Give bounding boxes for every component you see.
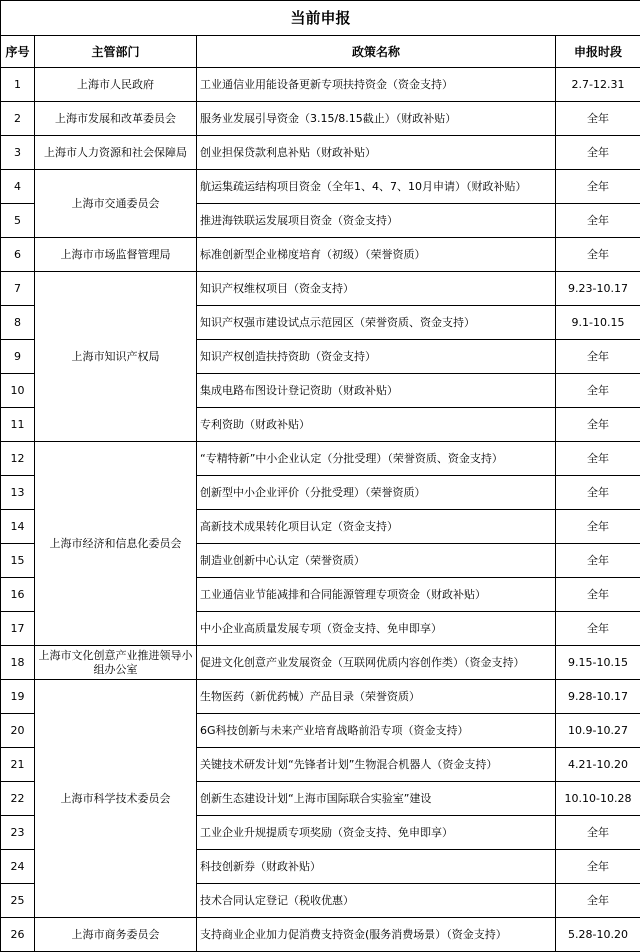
application-period: 全年: [556, 408, 640, 442]
application-period: 全年: [556, 102, 640, 136]
row-number: 10: [1, 374, 35, 408]
table-row: [1, 272, 640, 306]
table-title: 当前申报: [1, 1, 640, 36]
row-number: 17: [1, 612, 35, 646]
table-row: [1, 238, 640, 272]
header-period: 申报时段: [556, 36, 640, 68]
row-number: 1: [1, 68, 35, 102]
policy-name: 标准创新型企业梯度培育（初级）（荣誉资质）: [197, 238, 556, 272]
policy-name: 6G科技创新与未来产业培育战略前沿专项（资金支持）: [197, 714, 556, 748]
policy-name: 推进海铁联运发展项目资金（资金支持）: [197, 204, 556, 238]
table-row: [1, 136, 640, 170]
department-cell: 上海市知识产权局: [35, 272, 197, 442]
department-cell: 上海市经济和信息化委员会: [35, 442, 197, 646]
table-row: [1, 918, 640, 952]
policy-name: 促进文化创意产业发展资金（互联网优质内容创作类）（资金支持）: [197, 646, 556, 680]
row-number: 25: [1, 884, 35, 918]
policy-name: 创业担保贷款利息补贴（财政补贴）: [197, 136, 556, 170]
policy-name: 制造业创新中心认定（荣誉资质）: [197, 544, 556, 578]
policy-name: 技术合同认定登记（税收优惠）: [197, 884, 556, 918]
department-cell: 上海市交通委员会: [35, 170, 197, 238]
application-period: 全年: [556, 204, 640, 238]
application-period: 2.7-12.31: [556, 68, 640, 102]
application-period: 全年: [556, 612, 640, 646]
policy-name: 工业企业升规提质专项奖励（资金支持、免申即享）: [197, 816, 556, 850]
application-period: 全年: [556, 510, 640, 544]
application-period: 全年: [556, 340, 640, 374]
row-number: 14: [1, 510, 35, 544]
policy-name: 高新技术成果转化项目认定（资金支持）: [197, 510, 556, 544]
row-number: 2: [1, 102, 35, 136]
row-number: 18: [1, 646, 35, 680]
application-period: 4.21-10.20: [556, 748, 640, 782]
application-period: 全年: [556, 238, 640, 272]
policy-name: 创新生态建设计划“上海市国际联合实验室”建设: [197, 782, 556, 816]
application-period: 9.15-10.15: [556, 646, 640, 680]
row-number: 7: [1, 272, 35, 306]
row-number: 26: [1, 918, 35, 952]
department-cell: 上海市人力资源和社会保障局: [35, 136, 197, 170]
application-period: 10.10-10.28: [556, 782, 640, 816]
row-number: 3: [1, 136, 35, 170]
application-period: 全年: [556, 544, 640, 578]
application-period: 10.9-10.27: [556, 714, 640, 748]
policy-name: 中小企业高质量发展专项（资金支持、免申即享）: [197, 612, 556, 646]
table-row: [1, 680, 640, 714]
policy-name: 生物医药（新优药械）产品目录（荣誉资质）: [197, 680, 556, 714]
policy-name: 关键技术研发计划“先锋者计划”生物混合机器人（资金支持）: [197, 748, 556, 782]
table-row: [1, 442, 640, 476]
application-period: 全年: [556, 884, 640, 918]
application-period: 全年: [556, 442, 640, 476]
row-number: 13: [1, 476, 35, 510]
table-row: [1, 646, 640, 680]
department-cell: 上海市科学技术委员会: [35, 680, 197, 918]
department-cell: 上海市发展和改革委员会: [35, 102, 197, 136]
table-row: [1, 170, 640, 204]
row-number: 19: [1, 680, 35, 714]
row-number: 12: [1, 442, 35, 476]
department-cell: 上海市商务委员会: [35, 918, 197, 952]
row-number: 11: [1, 408, 35, 442]
header-policy: 政策名称: [197, 36, 556, 68]
row-number: 23: [1, 816, 35, 850]
application-period: 全年: [556, 578, 640, 612]
table-row: [1, 102, 640, 136]
row-number: 9: [1, 340, 35, 374]
policy-name: 航运集疏运结构项目资金（全年1、4、7、10月申请）（财政补贴）: [197, 170, 556, 204]
table-row: [1, 68, 640, 102]
policy-name: 服务业发展引导资金（3.15/8.15截止）（财政补贴）: [197, 102, 556, 136]
header-dept: 主管部门: [35, 36, 197, 68]
header-no: 序号: [1, 36, 35, 68]
department-cell: 上海市文化创意产业推进领导小组办公室: [35, 646, 197, 680]
application-period: 全年: [556, 850, 640, 884]
row-number: 15: [1, 544, 35, 578]
policy-name: “专精特新”中小企业认定（分批受理）（荣誉资质、资金支持）: [197, 442, 556, 476]
policy-name: 支持商业企业加力促消费支持资金(服务消费场景）（资金支持）: [197, 918, 556, 952]
application-period: 5.28-10.20: [556, 918, 640, 952]
row-number: 16: [1, 578, 35, 612]
policy-name: 知识产权强市建设试点示范园区（荣誉资质、资金支持）: [197, 306, 556, 340]
application-period: 全年: [556, 136, 640, 170]
policy-name: 知识产权创造扶持资助（资金支持）: [197, 340, 556, 374]
application-period: 全年: [556, 476, 640, 510]
policy-name: 知识产权维权项目（资金支持）: [197, 272, 556, 306]
policy-name: 创新型中小企业评价（分批受理）（荣誉资质）: [197, 476, 556, 510]
department-cell: 上海市市场监督管理局: [35, 238, 197, 272]
policy-name: 工业通信业节能减排和合同能源管理专项资金（财政补贴）: [197, 578, 556, 612]
row-number: 20: [1, 714, 35, 748]
application-period: 全年: [556, 816, 640, 850]
row-number: 22: [1, 782, 35, 816]
policy-name: 专利资助（财政补贴）: [197, 408, 556, 442]
row-number: 4: [1, 170, 35, 204]
application-period: 全年: [556, 170, 640, 204]
policy-name: 工业通信业用能设备更新专项扶持资金（资金支持）: [197, 68, 556, 102]
application-period: 9.28-10.17: [556, 680, 640, 714]
application-period: 9.1-10.15: [556, 306, 640, 340]
department-cell: 上海市人民政府: [35, 68, 197, 102]
application-period: 9.23-10.17: [556, 272, 640, 306]
row-number: 24: [1, 850, 35, 884]
row-number: 21: [1, 748, 35, 782]
row-number: 6: [1, 238, 35, 272]
row-number: 5: [1, 204, 35, 238]
application-period: 全年: [556, 374, 640, 408]
row-number: 8: [1, 306, 35, 340]
policy-name: 科技创新券（财政补贴）: [197, 850, 556, 884]
policy-name: 集成电路布图设计登记资助（财政补贴）: [197, 374, 556, 408]
